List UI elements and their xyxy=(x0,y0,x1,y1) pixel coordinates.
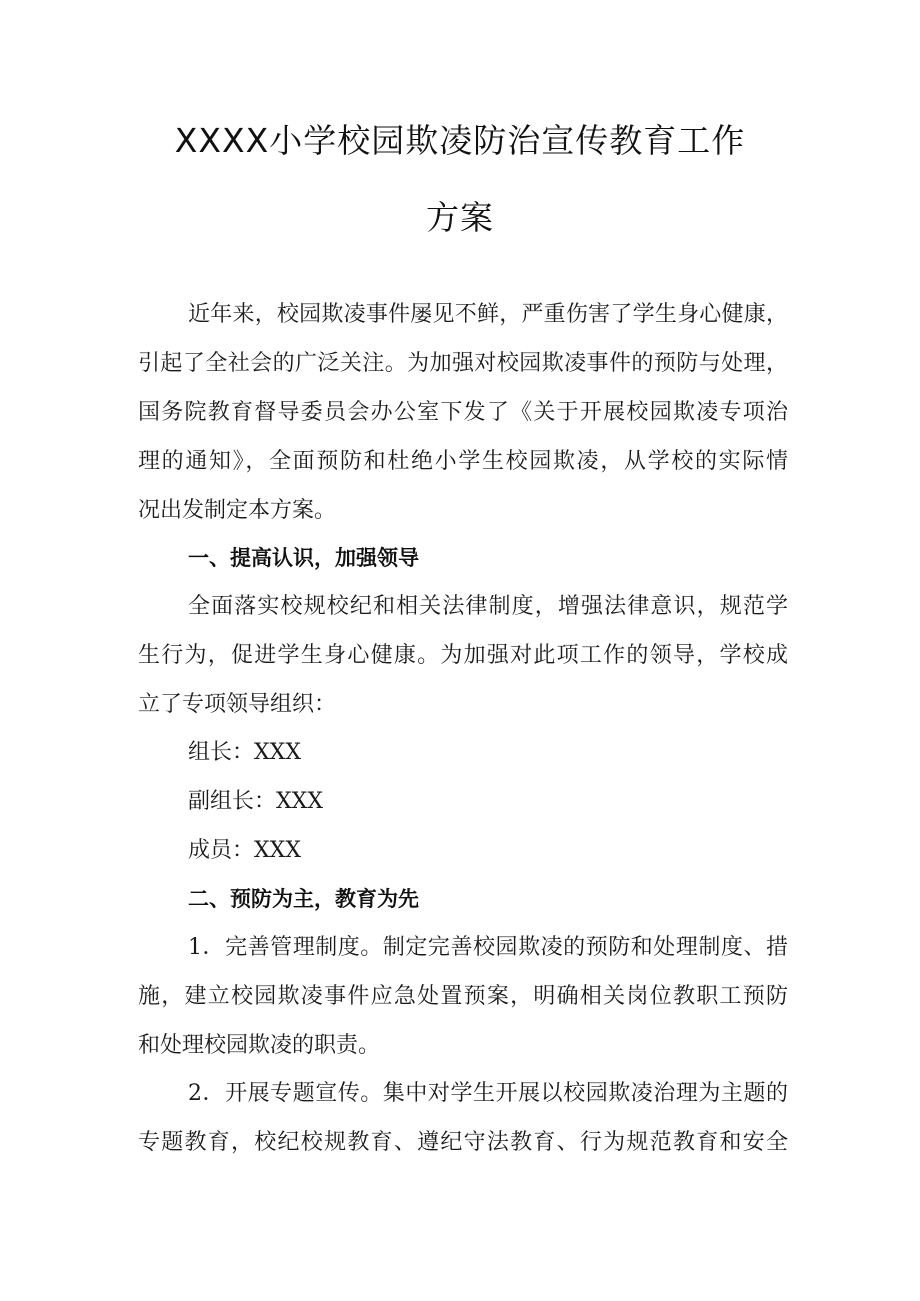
deputy-leader-line: 副组长：XXX xyxy=(188,789,323,814)
item-1-line-3: 和处理校园欺凌的职责。 xyxy=(138,1033,381,1058)
section-1-line-2: 生行为，促进学生身心健康。为加强对此项工作的领导，学校成 xyxy=(138,643,788,668)
intro-line-1: 近年来，校园欺凌事件屡见不鲜，严重伤害了学生身心健康， xyxy=(188,302,788,327)
section-1-heading: 一、提高认识，加强领导 xyxy=(188,546,419,570)
section-1-line-3: 立了专项领导组织： xyxy=(138,692,337,717)
intro-line-2: 引起了全社会的广泛关注。为加强对校园欺凌事件的预防与处理， xyxy=(138,351,788,376)
leader-line: 组长：XXX xyxy=(188,740,301,765)
item-1-line-2: 施，建立校园欺凌事件应急处置预案，明确相关岗位教职工预防 xyxy=(138,984,788,1009)
intro-line-3: 国务院教育督导委员会办公室下发了《关于开展校园欺凌专项治 xyxy=(138,400,788,425)
item-2-line-2: 专题教育，校纪校规教育、遵纪守法教育、行为规范教育和安全 xyxy=(138,1130,788,1155)
section-2-heading: 二、预防为主，教育为先 xyxy=(188,887,419,911)
item-1-line-1: 1．完善管理制度。制定完善校园欺凌的预防和处理制度、措 xyxy=(188,935,788,960)
document-title-line-2: 方案 xyxy=(426,198,494,237)
intro-line-5: 况出发制定本方案。 xyxy=(138,498,337,523)
document-title-line-1: XXXX小学校园欺凌防治宣传教育工作 xyxy=(174,121,746,160)
section-1-line-1: 全面落实校规校纪和相关法律制度，增强法律意识，规范学 xyxy=(188,594,788,619)
item-2-line-1: 2．开展专题宣传。集中对学生开展以校园欺凌治理为主题的 xyxy=(188,1081,788,1106)
intro-line-4: 理的通知》，全面预防和杜绝小学生校园欺凌，从学校的实际情 xyxy=(138,449,788,474)
members-line: 成员：XXX xyxy=(188,838,301,863)
